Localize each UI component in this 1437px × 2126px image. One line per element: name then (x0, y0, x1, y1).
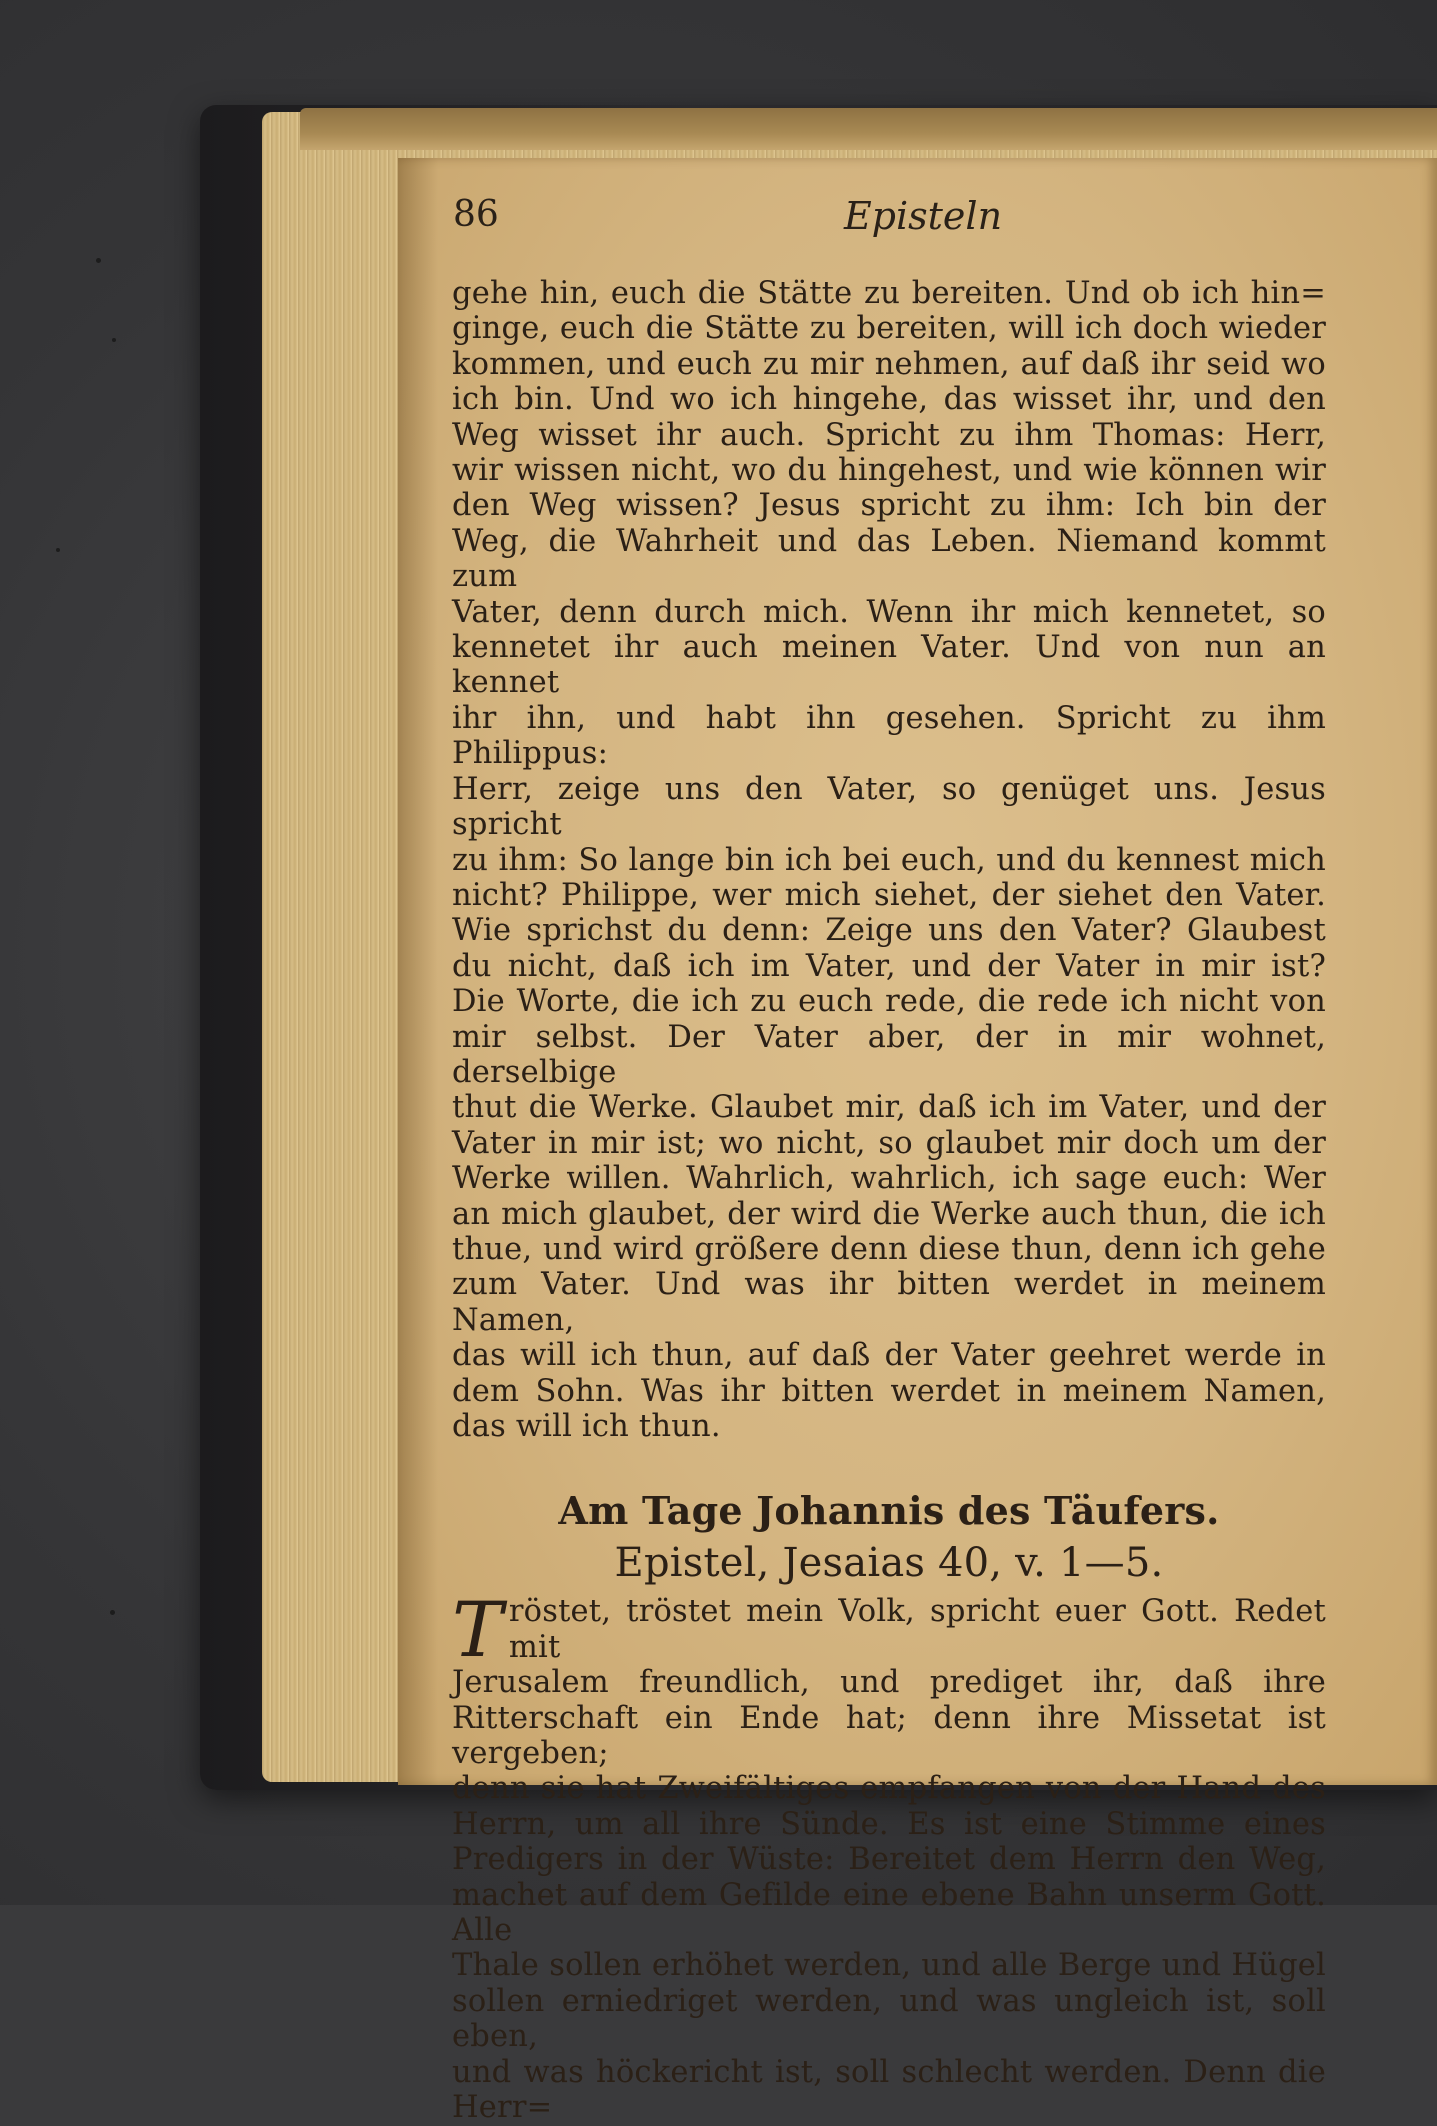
text-line: an mich glaubet, der wird die Werke auch thun, die ich (452, 1196, 1326, 1232)
text-line: ihr ihn, und habt ihn gesehen. Spricht zu ihm Philippus: (452, 700, 1326, 772)
text-line: sollen erniedriget werden, und was ungleich ist, soll eben, (452, 1983, 1326, 2055)
text-line: denn sie hat Zweifältiges empfangen von der Hand des (452, 1771, 1326, 1807)
text-line: kommen, und euch zu mir nehmen, auf daß ihr seid wo (452, 346, 1326, 382)
text-line: du nicht, daß ich im Vater, und der Vater in mir ist? (452, 948, 1326, 984)
text-line: Herrn, um all ihre Sünde. Es ist eine Stimme eines (452, 1806, 1326, 1842)
text-line: Wie sprichst du denn: Zeige uns den Vater? Glaubest (452, 913, 1326, 949)
section-title: Am Tage Johannis des Täufers. (558, 1488, 1220, 1534)
page-body (452, 276, 1326, 2126)
text-line: kennetet ihr auch meinen Vater. Und von nun an kennet (452, 630, 1326, 701)
text-line: und was höckericht ist, soll schlecht werden. Denn die Herr= (452, 2054, 1326, 2126)
text-line: Jerusalem freundlich, und prediget ihr, daß ihre (452, 1665, 1326, 1701)
text-line: nicht? Philippe, wer mich siehet, der siehet den Vater. (452, 877, 1326, 913)
section-text (452, 1585, 1326, 2126)
text-line: wir wissen nicht, wo du hingehest, und wie können wir (452, 453, 1326, 489)
text-line: zu ihm: So lange bin ich bei euch, und du kennest mich (452, 842, 1326, 878)
text-line: das will ich thun. (452, 1409, 721, 1444)
main-text (452, 276, 1326, 1444)
running-head: Episteln (843, 194, 1003, 238)
text-line: zum Vater. Und was ihr bitten werdet in meinem Namen, (452, 1267, 1326, 1338)
text-line: Thale sollen erhöhet werden, und alle Berge und Hügel (452, 1948, 1326, 1984)
text-line: mir selbst. Der Vater aber, der in mir wohnet, derselbige (452, 1019, 1326, 1090)
text-line: gehe hin, euch die Stätte zu bereiten. Und ob ich hin= (452, 276, 1326, 311)
drop-cap: T (452, 1585, 503, 1675)
top-edge (300, 108, 1437, 150)
page-number: 86 (453, 194, 499, 235)
text-line: dem Sohn. Was ihr bitten werdet in meinem Namen, (452, 1373, 1326, 1409)
page-gutter-shadow (398, 158, 438, 1785)
book-page (398, 158, 1437, 2126)
text-line: Werke willen. Wahrlich, wahrlich, ich sage euch: Wer (452, 1161, 1326, 1197)
text-line: das will ich thun, auf daß der Vater geehret werde in (452, 1338, 1326, 1374)
text-line: Die Worte, die ich zu euch rede, die rede ich nicht von (452, 984, 1326, 1020)
text-line: Ritterschaft ein Ende hat; denn ihre Missetat ist vergeben; (452, 1700, 1326, 1772)
text-line: Weg, die Wahrheit und das Leben. Niemand kommt zum (452, 523, 1326, 595)
text-line: ich bin. Und wo ich hingehe, das wisset ihr, und den (452, 382, 1326, 418)
text-line: Weg wisset ihr auch. Spricht zu ihm Thomas: Herr, (452, 417, 1326, 453)
text-line: thut die Werke. Glaubet mir, daß ich im Vater, und der (452, 1090, 1326, 1126)
section-lines (452, 1585, 1326, 2126)
text-line: den Weg wissen? Jesus spricht zu ihm: Ich bin der (452, 488, 1326, 524)
text-line: Predigers in der Wüste: Bereitet dem Herrn den Weg, (452, 1842, 1326, 1878)
text-line: machet auf dem Gefilde eine ebene Bahn unserm Gott. Alle (452, 1877, 1326, 1949)
text-line: ginge, euch die Stätte zu bereiten, will ich doch wieder (452, 311, 1326, 347)
text-line: Vater, denn durch mich. Wenn ihr mich kennetet, so (452, 594, 1326, 630)
text-line: röstet, tröstet mein Volk, spricht euer Gott. Redet mit (508, 1594, 1326, 1665)
text-line: thue, und wird größere denn diese thun, denn ich gehe (452, 1231, 1326, 1267)
section-subtitle: Epistel, Jesaias 40, v. 1—5. (614, 1540, 1164, 1587)
page-header (453, 194, 1393, 254)
text-line: Vater in mir ist; wo nicht, so glaubet mir doch um der (452, 1125, 1326, 1161)
text-line: Herr, zeige uns den Vater, so genüget uns. Jesus spricht (452, 771, 1326, 843)
